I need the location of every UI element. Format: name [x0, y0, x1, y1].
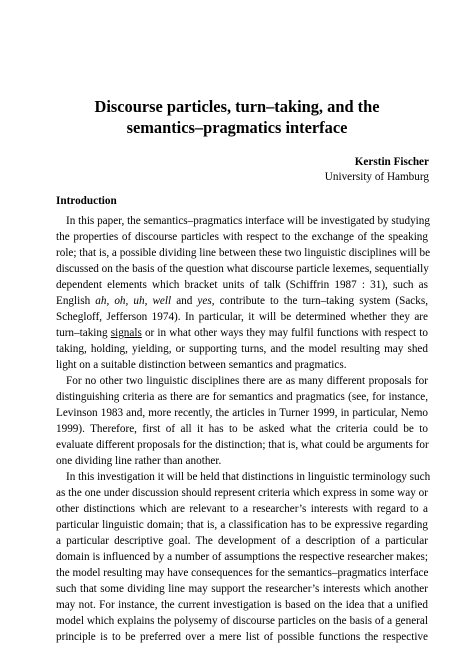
body-text-line: one dividing line rather than another. — [56, 455, 222, 467]
body-text-line: taking, holding, yielding, or supporting turns, and the model resulting may shed — [56, 343, 428, 355]
author-affiliation: University of Hamburg — [324, 171, 429, 183]
body-text-segment: and — [176, 295, 193, 307]
body-text-line: such that some dividing line may support the researcher’s interests which another — [56, 583, 428, 595]
body-text-line: In this investigation it will be held that distinctions in linguistic terminology such — [66, 471, 431, 483]
italic-examples: ah, oh, uh, well — [95, 295, 172, 307]
body-text-line: principle is to be preferred over a mere list of possible functions the respective — [56, 631, 428, 643]
body-text-line: as the one under discussion should represent criteria which express in some way or — [56, 487, 428, 499]
body-text-segment: English — [56, 295, 91, 307]
body-text-line: evaluate different proposals for the distinction; that is, what could be arguments for — [56, 439, 429, 451]
author-name: Kerstin Fischer — [354, 156, 429, 168]
body-text-line: 1999). Therefore, first of all it has to be asked what the criteria could be to — [56, 423, 428, 435]
body-text-line: discussed on the basis of the question what discourse particle lexemes, sequentially — [56, 263, 429, 275]
body-text-line: other distinctions which are relevant to a researcher’s interests with regard to a — [56, 503, 428, 515]
paper-title-line-1: Discourse particles, turn–taking, and the — [94, 97, 380, 116]
body-text-line: dependent elements which bracket units of talk (Schiffrin 1987 : 31), such as — [56, 279, 428, 291]
body-text-line: may not. For instance, the current investigation is based on the idea that a unified — [56, 599, 428, 611]
paper-title-line-2: semantics–pragmatics interface — [126, 118, 348, 137]
underlined-word: signals — [110, 327, 142, 339]
body-text-segment: turn–taking — [56, 327, 108, 339]
body-text-line: Schegloff, Jefferson 1974). In particular, it will be determined whether they are — [56, 311, 428, 323]
body-text-line — [56, 293, 428, 309]
body-text-line: particular linguistic domain; that is, a classification has to be expressive regarding — [56, 519, 428, 531]
body-text-line: For no other two linguistic disciplines there are as many different proposals for — [66, 375, 428, 387]
body-text-line: In this paper, the semantics–pragmatics interface will be investigated by studying — [66, 215, 430, 227]
section-heading: Introduction — [56, 195, 117, 207]
body-text-line — [56, 325, 428, 341]
body-text-line: domain is influenced by a number of assumptions the respective researcher makes; — [56, 551, 428, 563]
body-text-line: role; that is, a possible dividing line between these two linguistic disciplines will be — [56, 247, 431, 259]
body-text-line: model which explains the polysemy of discourse particles on the basis of a general — [56, 615, 428, 627]
body-text-segment: or in what other ways they may fulfil functions with respect to — [144, 327, 429, 339]
body-text-line: a particular descriptive goal. The development of a description of a particular — [56, 535, 428, 547]
body-text-line: Levinson 1983 and, more recently, the articles in Turner 1999, in particular, Nemo — [56, 407, 428, 419]
italic-example: yes, — [197, 295, 215, 307]
body-text-line: distinguishing criteria as there are for semantics and pragmatics (see, for instance, — [56, 391, 428, 403]
body-text-line: the properties of discourse particles with respect to the exchange of the speaking — [56, 231, 428, 243]
body-text-line: light on a suitable distinction between semantics and pragmatics. — [56, 359, 347, 371]
body-text-segment: contribute to the turn–taking system (Sacks, — [219, 295, 428, 307]
body-text-line: the model resulting may have consequences for the semantics–pragmatics interface — [56, 567, 429, 579]
